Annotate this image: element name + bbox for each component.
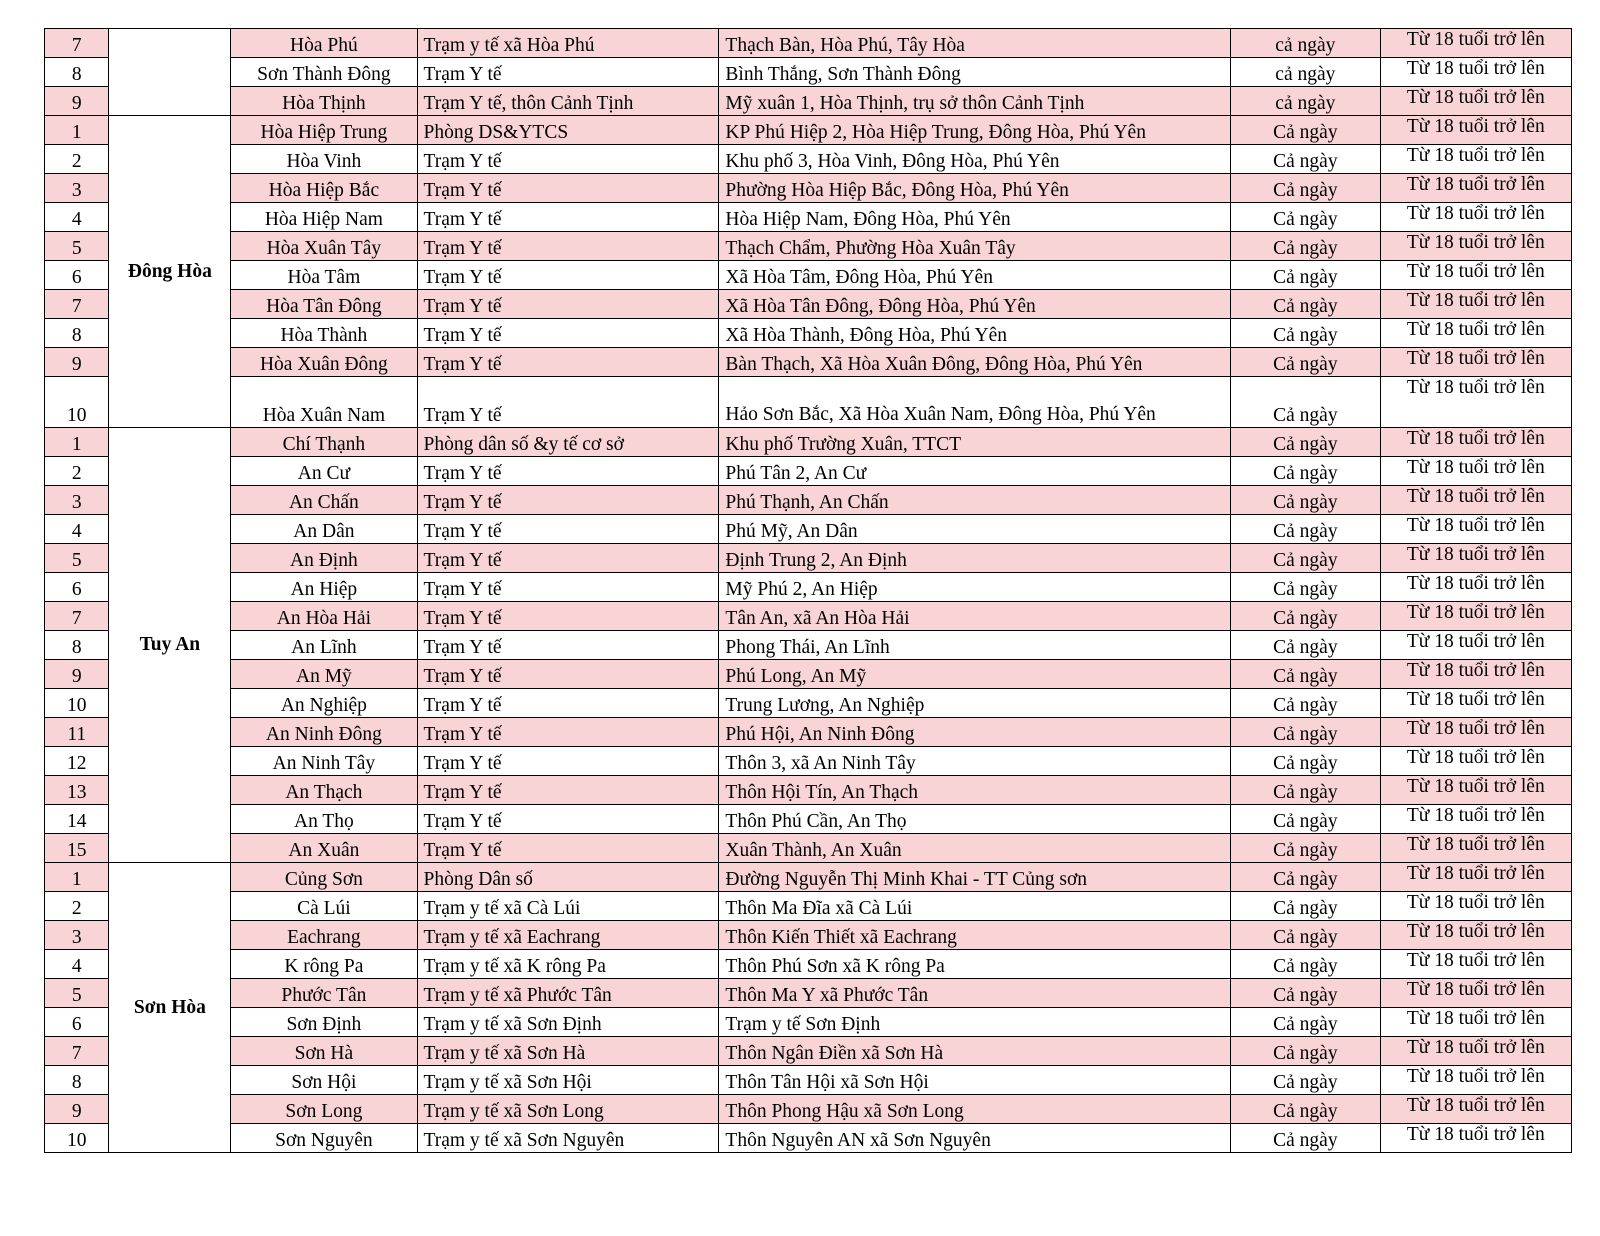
commune-cell: Hòa Thành <box>231 319 417 348</box>
facility-cell: Phòng DS&YTCS <box>417 116 719 145</box>
row-number-cell: 9 <box>45 1095 109 1124</box>
time-cell: Cả ngày <box>1231 319 1380 348</box>
commune-cell: An Hiệp <box>231 573 417 602</box>
time-cell: Cả ngày <box>1231 261 1380 290</box>
address-cell: Thôn Tân Hội xã Sơn Hội <box>719 1066 1231 1095</box>
facility-cell: Trạm y tế xã Hòa Phú <box>417 29 719 58</box>
time-cell: Cả ngày <box>1231 718 1380 747</box>
age-group-cell: Từ 18 tuổi trở lên <box>1380 457 1571 486</box>
row-number-cell: 14 <box>45 805 109 834</box>
row-number-cell: 10 <box>45 1124 109 1153</box>
table-body <box>45 29 1572 1153</box>
table-row <box>45 834 1572 863</box>
time-cell: Cả ngày <box>1231 1066 1380 1095</box>
table-row <box>45 602 1572 631</box>
time-cell: Cả ngày <box>1231 950 1380 979</box>
commune-cell: Củng Sơn <box>231 863 417 892</box>
time-cell: Cả ngày <box>1231 290 1380 319</box>
row-number-cell: 4 <box>45 203 109 232</box>
row-number-cell: 6 <box>45 573 109 602</box>
row-number-cell: 10 <box>45 377 109 428</box>
table-row <box>45 921 1572 950</box>
age-group-cell: Từ 18 tuổi trở lên <box>1380 290 1571 319</box>
address-cell: Xã Hòa Tâm, Đông Hòa, Phú Yên <box>719 261 1231 290</box>
table-row <box>45 203 1572 232</box>
facility-cell: Trạm y tế xã Sơn Hội <box>417 1066 719 1095</box>
row-number-cell: 2 <box>45 892 109 921</box>
district-cell <box>109 29 231 116</box>
facility-cell: Trạm Y tế <box>417 689 719 718</box>
row-number-cell: 13 <box>45 776 109 805</box>
table-row <box>45 1066 1572 1095</box>
age-group-cell: Từ 18 tuổi trở lên <box>1380 1124 1571 1153</box>
time-cell: Cả ngày <box>1231 1095 1380 1124</box>
row-number-cell: 7 <box>45 602 109 631</box>
table-row <box>45 863 1572 892</box>
row-number-cell: 6 <box>45 261 109 290</box>
address-cell: Phú Tân 2, An Cư <box>719 457 1231 486</box>
facility-cell: Trạm Y tế <box>417 261 719 290</box>
time-cell: Cả ngày <box>1231 116 1380 145</box>
facility-cell: Trạm Y tế <box>417 544 719 573</box>
table-row <box>45 950 1572 979</box>
commune-cell: An Nghiệp <box>231 689 417 718</box>
time-cell: Cả ngày <box>1231 486 1380 515</box>
commune-cell: Hòa Xuân Nam <box>231 377 417 428</box>
district-cell: Sơn Hòa <box>109 863 231 1153</box>
commune-cell: An Chấn <box>231 486 417 515</box>
row-number-cell: 7 <box>45 1037 109 1066</box>
commune-cell: An Ninh Tây <box>231 747 417 776</box>
table-row <box>45 486 1572 515</box>
time-cell: Cả ngày <box>1231 805 1380 834</box>
facility-cell: Trạm Y tế <box>417 203 719 232</box>
commune-cell: Eachrang <box>231 921 417 950</box>
facility-cell: Trạm Y tế <box>417 660 719 689</box>
age-group-cell: Từ 18 tuổi trở lên <box>1380 174 1571 203</box>
facility-cell: Trạm y tế xã Sơn Nguyên <box>417 1124 719 1153</box>
row-number-cell: 3 <box>45 486 109 515</box>
table-row <box>45 116 1572 145</box>
commune-cell: Sơn Hội <box>231 1066 417 1095</box>
table-row <box>45 145 1572 174</box>
facility-cell: Trạm Y tế <box>417 486 719 515</box>
commune-cell: Sơn Long <box>231 1095 417 1124</box>
vaccination-sites-table <box>44 28 1572 1153</box>
row-number-cell: 2 <box>45 457 109 486</box>
address-cell: Mỹ Phú 2, An Hiệp <box>719 573 1231 602</box>
time-cell: Cả ngày <box>1231 1124 1380 1153</box>
age-group-cell: Từ 18 tuổi trở lên <box>1380 776 1571 805</box>
table-row <box>45 747 1572 776</box>
facility-cell: Trạm Y tế <box>417 573 719 602</box>
commune-cell: Hòa Xuân Đông <box>231 348 417 377</box>
age-group-cell: Từ 18 tuổi trở lên <box>1380 377 1571 428</box>
address-cell: Thôn Ma Y xã Phước Tân <box>719 979 1231 1008</box>
commune-cell: Hòa Tân Đông <box>231 290 417 319</box>
facility-cell: Trạm y tế xã Sơn Định <box>417 1008 719 1037</box>
row-number-cell: 8 <box>45 631 109 660</box>
commune-cell: Hòa Hiệp Nam <box>231 203 417 232</box>
age-group-cell: Từ 18 tuổi trở lên <box>1380 718 1571 747</box>
facility-cell: Trạm Y tế <box>417 718 719 747</box>
time-cell: Cả ngày <box>1231 1037 1380 1066</box>
table-row <box>45 979 1572 1008</box>
commune-cell: Hòa Phú <box>231 29 417 58</box>
address-cell: Thôn Phú Sơn xã K rông Pa <box>719 950 1231 979</box>
table-row <box>45 428 1572 457</box>
time-cell: Cả ngày <box>1231 573 1380 602</box>
row-number-cell: 9 <box>45 348 109 377</box>
row-number-cell: 6 <box>45 1008 109 1037</box>
age-group-cell: Từ 18 tuổi trở lên <box>1380 1066 1571 1095</box>
facility-cell: Trạm Y tế <box>417 805 719 834</box>
address-cell: Hòa Hiệp Nam, Đông Hòa, Phú Yên <box>719 203 1231 232</box>
time-cell: cả ngày <box>1231 58 1380 87</box>
row-number-cell: 3 <box>45 174 109 203</box>
commune-cell: An Lĩnh <box>231 631 417 660</box>
time-cell: Cả ngày <box>1231 834 1380 863</box>
table-row <box>45 1008 1572 1037</box>
commune-cell: An Hòa Hải <box>231 602 417 631</box>
time-cell: Cả ngày <box>1231 428 1380 457</box>
age-group-cell: Từ 18 tuổi trở lên <box>1380 979 1571 1008</box>
address-cell: Thạch Bàn, Hòa Phú, Tây Hòa <box>719 29 1231 58</box>
address-cell: Xuân Thành, An Xuân <box>719 834 1231 863</box>
time-cell: Cả ngày <box>1231 1008 1380 1037</box>
facility-cell: Trạm y tế xã K rông Pa <box>417 950 719 979</box>
table-row <box>45 29 1572 58</box>
commune-cell: Hòa Thịnh <box>231 87 417 116</box>
facility-cell: Trạm Y tế <box>417 145 719 174</box>
table-row <box>45 58 1572 87</box>
age-group-cell: Từ 18 tuổi trở lên <box>1380 87 1571 116</box>
district-cell: Đông Hòa <box>109 116 231 428</box>
commune-cell: Hòa Vinh <box>231 145 417 174</box>
age-group-cell: Từ 18 tuổi trở lên <box>1380 573 1571 602</box>
address-cell: Định Trung 2, An Định <box>719 544 1231 573</box>
commune-cell: Sơn Thành Đông <box>231 58 417 87</box>
facility-cell: Trạm Y tế, thôn Cảnh Tịnh <box>417 87 719 116</box>
address-cell: Thôn Ma Đĩa xã Cà Lúi <box>719 892 1231 921</box>
address-cell: Thôn Ngân Điền xã Sơn Hà <box>719 1037 1231 1066</box>
address-cell: Xã Hòa Tân Đông, Đông Hòa, Phú Yên <box>719 290 1231 319</box>
row-number-cell: 5 <box>45 979 109 1008</box>
age-group-cell: Từ 18 tuổi trở lên <box>1380 921 1571 950</box>
address-cell: Phong Thái, An Lĩnh <box>719 631 1231 660</box>
commune-cell: An Thạch <box>231 776 417 805</box>
table-row <box>45 631 1572 660</box>
time-cell: Cả ngày <box>1231 457 1380 486</box>
time-cell: Cả ngày <box>1231 747 1380 776</box>
facility-cell: Trạm Y tế <box>417 290 719 319</box>
district-cell: Tuy An <box>109 428 231 863</box>
row-number-cell: 1 <box>45 116 109 145</box>
table-row <box>45 805 1572 834</box>
address-cell: Phú Hội, An Ninh Đông <box>719 718 1231 747</box>
age-group-cell: Từ 18 tuổi trở lên <box>1380 834 1571 863</box>
address-cell: Thôn Phong Hậu xã Sơn Long <box>719 1095 1231 1124</box>
age-group-cell: Từ 18 tuổi trở lên <box>1380 1008 1571 1037</box>
age-group-cell: Từ 18 tuổi trở lên <box>1380 1095 1571 1124</box>
age-group-cell: Từ 18 tuổi trở lên <box>1380 261 1571 290</box>
facility-cell: Trạm Y tế <box>417 377 719 428</box>
facility-cell: Trạm Y tế <box>417 747 719 776</box>
row-number-cell: 5 <box>45 544 109 573</box>
time-cell: Cả ngày <box>1231 863 1380 892</box>
age-group-cell: Từ 18 tuổi trở lên <box>1380 660 1571 689</box>
address-cell: Phú Thạnh, An Chấn <box>719 486 1231 515</box>
facility-cell: Trạm y tế xã Phước Tân <box>417 979 719 1008</box>
commune-cell: An Dân <box>231 515 417 544</box>
address-cell: Phường Hòa Hiệp Bắc, Đông Hòa, Phú Yên <box>719 174 1231 203</box>
time-cell: Cả ngày <box>1231 660 1380 689</box>
row-number-cell: 5 <box>45 232 109 261</box>
age-group-cell: Từ 18 tuổi trở lên <box>1380 544 1571 573</box>
row-number-cell: 3 <box>45 921 109 950</box>
time-cell: Cả ngày <box>1231 631 1380 660</box>
row-number-cell: 9 <box>45 660 109 689</box>
address-cell: Thôn Hội Tín, An Thạch <box>719 776 1231 805</box>
commune-cell: Phước Tân <box>231 979 417 1008</box>
time-cell: Cả ngày <box>1231 602 1380 631</box>
age-group-cell: Từ 18 tuổi trở lên <box>1380 58 1571 87</box>
commune-cell: Hòa Xuân Tây <box>231 232 417 261</box>
address-cell: Bình Thắng, Sơn Thành Đông <box>719 58 1231 87</box>
time-cell: Cả ngày <box>1231 203 1380 232</box>
address-cell: Thôn Kiến Thiết xã Eachrang <box>719 921 1231 950</box>
time-cell: cả ngày <box>1231 29 1380 58</box>
facility-cell: Trạm Y tế <box>417 319 719 348</box>
address-cell: Phú Long, An Mỹ <box>719 660 1231 689</box>
age-group-cell: Từ 18 tuổi trở lên <box>1380 486 1571 515</box>
time-cell: Cả ngày <box>1231 515 1380 544</box>
table-row <box>45 261 1572 290</box>
table-row <box>45 1095 1572 1124</box>
facility-cell: Trạm y tế xã Eachrang <box>417 921 719 950</box>
address-cell: Tân An, xã An Hòa Hải <box>719 602 1231 631</box>
address-cell: Hảo Sơn Bắc, Xã Hòa Xuân Nam, Đông Hòa, Phú Yên <box>719 377 1231 428</box>
commune-cell: Hòa Tâm <box>231 261 417 290</box>
age-group-cell: Từ 18 tuổi trở lên <box>1380 428 1571 457</box>
table-row <box>45 348 1572 377</box>
table-row <box>45 232 1572 261</box>
address-cell: Phú Mỹ, An Dân <box>719 515 1231 544</box>
age-group-cell: Từ 18 tuổi trở lên <box>1380 950 1571 979</box>
age-group-cell: Từ 18 tuổi trở lên <box>1380 116 1571 145</box>
time-cell: Cả ngày <box>1231 776 1380 805</box>
row-number-cell: 8 <box>45 58 109 87</box>
table-row <box>45 660 1572 689</box>
facility-cell: Trạm Y tế <box>417 58 719 87</box>
age-group-cell: Từ 18 tuổi trở lên <box>1380 203 1571 232</box>
table-row <box>45 377 1572 428</box>
table-row <box>45 776 1572 805</box>
table-row <box>45 290 1572 319</box>
commune-cell: Sơn Hà <box>231 1037 417 1066</box>
commune-cell: An Xuân <box>231 834 417 863</box>
row-number-cell: 4 <box>45 950 109 979</box>
address-cell: Đường Nguyễn Thị Minh Khai - TT Củng sơn <box>719 863 1231 892</box>
age-group-cell: Từ 18 tuổi trở lên <box>1380 145 1571 174</box>
address-cell: Xã Hòa Thành, Đông Hòa, Phú Yên <box>719 319 1231 348</box>
address-cell: Mỹ xuân 1, Hòa Thịnh, trụ sở thôn Cảnh Tịnh <box>719 87 1231 116</box>
facility-cell: Phòng dân số &y tế cơ sở <box>417 428 719 457</box>
row-number-cell: 12 <box>45 747 109 776</box>
time-cell: Cả ngày <box>1231 348 1380 377</box>
time-cell: Cả ngày <box>1231 689 1380 718</box>
commune-cell: An Thọ <box>231 805 417 834</box>
commune-cell: Sơn Nguyên <box>231 1124 417 1153</box>
age-group-cell: Từ 18 tuổi trở lên <box>1380 515 1571 544</box>
address-cell: Khu phố 3, Hòa Vinh, Đông Hòa, Phú Yên <box>719 145 1231 174</box>
address-cell: Trạm y tế Sơn Định <box>719 1008 1231 1037</box>
age-group-cell: Từ 18 tuổi trở lên <box>1380 29 1571 58</box>
time-cell: Cả ngày <box>1231 145 1380 174</box>
commune-cell: Chí Thạnh <box>231 428 417 457</box>
facility-cell: Trạm Y tế <box>417 174 719 203</box>
age-group-cell: Từ 18 tuổi trở lên <box>1380 319 1571 348</box>
age-group-cell: Từ 18 tuổi trở lên <box>1380 1037 1571 1066</box>
time-cell: Cả ngày <box>1231 174 1380 203</box>
row-number-cell: 8 <box>45 319 109 348</box>
table-row <box>45 718 1572 747</box>
address-cell: Thạch Chẩm, Phường Hòa Xuân Tây <box>719 232 1231 261</box>
table-row <box>45 573 1572 602</box>
table-row <box>45 319 1572 348</box>
facility-cell: Trạm Y tế <box>417 631 719 660</box>
table-row <box>45 689 1572 718</box>
table-row <box>45 892 1572 921</box>
address-cell: KP Phú Hiệp 2, Hòa Hiệp Trung, Đông Hòa, Phú Yên <box>719 116 1231 145</box>
age-group-cell: Từ 18 tuổi trở lên <box>1380 631 1571 660</box>
time-cell: Cả ngày <box>1231 232 1380 261</box>
facility-cell: Phòng Dân số <box>417 863 719 892</box>
row-number-cell: 2 <box>45 145 109 174</box>
row-number-cell: 11 <box>45 718 109 747</box>
age-group-cell: Từ 18 tuổi trở lên <box>1380 348 1571 377</box>
row-number-cell: 15 <box>45 834 109 863</box>
address-cell: Thôn Nguyên AN xã Sơn Nguyên <box>719 1124 1231 1153</box>
address-cell: Khu phố Trường Xuân, TTCT <box>719 428 1231 457</box>
commune-cell: An Ninh Đông <box>231 718 417 747</box>
row-number-cell: 8 <box>45 1066 109 1095</box>
age-group-cell: Từ 18 tuổi trở lên <box>1380 747 1571 776</box>
facility-cell: Trạm Y tế <box>417 776 719 805</box>
facility-cell: Trạm y tế xã Sơn Long <box>417 1095 719 1124</box>
table-row <box>45 1037 1572 1066</box>
commune-cell: An Định <box>231 544 417 573</box>
facility-cell: Trạm y tế xã Cà Lúi <box>417 892 719 921</box>
facility-cell: Trạm Y tế <box>417 457 719 486</box>
row-number-cell: 7 <box>45 29 109 58</box>
address-cell: Trung Lương, An Nghiệp <box>719 689 1231 718</box>
facility-cell: Trạm Y tế <box>417 515 719 544</box>
age-group-cell: Từ 18 tuổi trở lên <box>1380 805 1571 834</box>
commune-cell: Cà Lúi <box>231 892 417 921</box>
age-group-cell: Từ 18 tuổi trở lên <box>1380 232 1571 261</box>
age-group-cell: Từ 18 tuổi trở lên <box>1380 892 1571 921</box>
facility-cell: Trạm Y tế <box>417 834 719 863</box>
time-cell: Cả ngày <box>1231 892 1380 921</box>
row-number-cell: 1 <box>45 428 109 457</box>
commune-cell: K rông Pa <box>231 950 417 979</box>
age-group-cell: Từ 18 tuổi trở lên <box>1380 863 1571 892</box>
row-number-cell: 10 <box>45 689 109 718</box>
address-cell: Thôn Phú Cần, An Thọ <box>719 805 1231 834</box>
table-row <box>45 544 1572 573</box>
table-row <box>45 457 1572 486</box>
commune-cell: Hòa Hiệp Bắc <box>231 174 417 203</box>
commune-cell: An Cư <box>231 457 417 486</box>
commune-cell: Hòa Hiệp Trung <box>231 116 417 145</box>
facility-cell: Trạm Y tế <box>417 348 719 377</box>
time-cell: Cả ngày <box>1231 979 1380 1008</box>
address-cell: Thôn 3, xã An Ninh Tây <box>719 747 1231 776</box>
commune-cell: An Mỹ <box>231 660 417 689</box>
address-cell: Bàn Thạch, Xã Hòa Xuân Đông, Đông Hòa, Phú Yên <box>719 348 1231 377</box>
row-number-cell: 7 <box>45 290 109 319</box>
time-cell: Cả ngày <box>1231 921 1380 950</box>
facility-cell: Trạm y tế xã Sơn Hà <box>417 1037 719 1066</box>
age-group-cell: Từ 18 tuổi trở lên <box>1380 689 1571 718</box>
commune-cell: Sơn Định <box>231 1008 417 1037</box>
row-number-cell: 9 <box>45 87 109 116</box>
row-number-cell: 1 <box>45 863 109 892</box>
time-cell: Cả ngày <box>1231 544 1380 573</box>
table-row <box>45 1124 1572 1153</box>
row-number-cell: 4 <box>45 515 109 544</box>
table-row <box>45 87 1572 116</box>
facility-cell: Trạm Y tế <box>417 232 719 261</box>
facility-cell: Trạm Y tế <box>417 602 719 631</box>
time-cell: Cả ngày <box>1231 377 1380 428</box>
table-row <box>45 515 1572 544</box>
age-group-cell: Từ 18 tuổi trở lên <box>1380 602 1571 631</box>
table-row <box>45 174 1572 203</box>
time-cell: cả ngày <box>1231 87 1380 116</box>
